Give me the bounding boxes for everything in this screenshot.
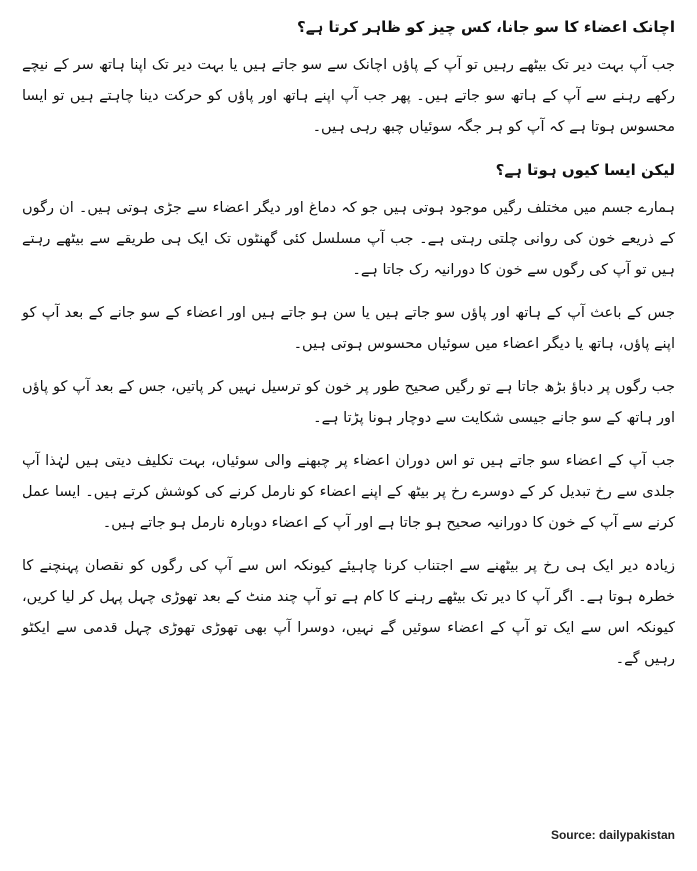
source-credit: Source: dailypakistan (550, 828, 675, 842)
body-paragraph-1: ہمارے جسم میں مختلف رگیں موجود ہوتی ہیں جو کہ دماغ اور دیگر اعضاء سے جڑی ہوتی ہیں۔ ان رگوں کے ذریعے خون کی روانی چلتی رہتی ہے۔ جب آپ مسلسل کئی گھنٹوں تک ایک ہی طریقے سے بیٹھے رہتے ہیں تو آپ کی رگوں سے خون کا دورانیہ رک جاتا ہے۔ (22, 200, 675, 278)
body-paragraph-3: جب رگوں پر دباؤ بڑھ جاتا ہے تو رگیں صحیح طور پر خون کو ترسیل نہیں کر پاتیں، جس کے بعد آپ کو پاؤں اور ہاتھ کے سو جانے جیسی شکایت سے دوچار ہونا پڑتا ہے۔ (22, 379, 675, 426)
article-title: اچانک اعضاء کا سو جانا، کس چیز کو ظاہر کرتا ہے؟ (297, 18, 675, 36)
body-paragraph-4: جب آپ کے اعضاء سو جاتے ہیں تو اس دوران اعضاء پر چبھنے والی سوئیاں، بہت تکلیف دیتی ہیں لہٰذا آپ جلدی سے رخ تبدیل کر کے دوسرے رخ پر بیٹھ کے اپنے اعضاء کو نارمل کرنے کی کوشش کرتے ہیں۔ ایسا عمل کرنے سے آپ کے خون کا دورانیہ صحیح ہو جاتا ہے اور آپ کے اعضاء دوبارہ نارمل ہو جاتے ہیں۔ (22, 453, 675, 531)
body-paragraph-5: زیادہ دیر ایک ہی رخ پر بیٹھنے سے اجتناب کرنا چاہیئے کیونکہ اس سے آپ کی رگوں کو نقصان پہنچنے کا خطرہ ہوتا ہے۔ اگر آپ کا دیر تک بیٹھے رہنے کا کام ہے تو آپ چند منٹ کے بعد تھوڑی چہل پہل کر لیا کریں، کیونکہ اس سے ایک تو آپ کے اعضاء سوئیں گے نہیں، دوسرا آپ بھی تھوڑی تھوڑی چہل قدمی سے ایکٹو رہیں گے۔ (22, 558, 675, 667)
intro-paragraph: جب آپ بہت دیر تک بیٹھے رہیں تو آپ کے پاؤں اچانک سے سو جاتے ہیں یا بہت دیر تک اپنا ہاتھ سر کے نیچے رکھے رہنے سے آپ کے ہاتھ سو جاتے ہیں۔ پھر جب آپ اپنے ہاتھ اور پاؤں کو حرکت دینا چاہتے ہیں تو ایسا محسوس ہوتا ہے کہ آپ کو ہر جگہ سوئیاں چبھ رہی ہیں۔ (22, 57, 675, 135)
subheading: لیکن ایسا کیوں ہوتا ہے؟ (495, 161, 675, 179)
body-paragraph-2: جس کے باعث آپ کے ہاتھ اور پاؤں سو جاتے ہیں یا سن ہو جاتے ہیں اور اعضاء کے سو جانے کے بعد آپ کو اپنے پاؤں، ہاتھ یا دیگر اعضاء میں سوئیاں محسوس ہوتی ہیں۔ (22, 305, 675, 352)
